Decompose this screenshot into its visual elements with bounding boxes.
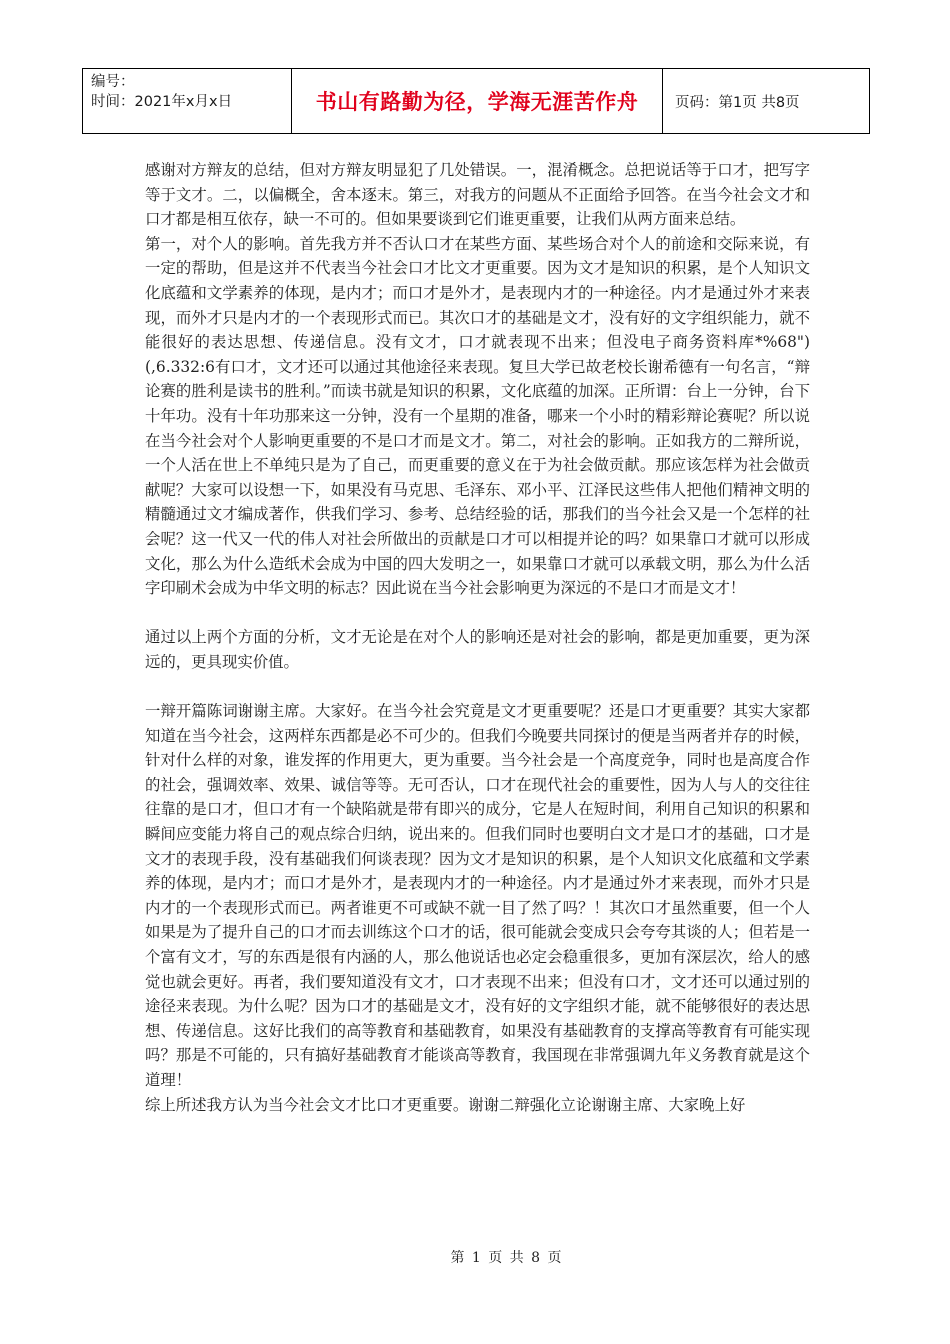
document-number-label: 编号： [91, 74, 135, 90]
header-page-code: 页码：第1页 共8页 [663, 69, 870, 134]
paragraph-1: 感谢对方辩友的总结，但对方辩友明显犯了几处错误。一，混淆概念。总把说话等于口才，把写字等于文才。二，以偏概全，舍本逐末。第三，对我方的问题从不正面给予回答。在当今社会文才和口才都是相互依存，缺一不可的。但如果要谈到它们谁更重要，让我们从两方面来总结。 [145, 161, 810, 229]
document-header [82, 68, 870, 134]
paragraph-5: 综上所述我方认为当今社会文才比口才更重要。谢谢二辩强化立论谢谢主席、大家晚上好 [145, 1095, 746, 1114]
paragraph-3: 通过以上两个方面的分析，文才无论是在对个人的影响还是对社会的影响，都是更加重要，更为深远的，更具现实价值。 [145, 628, 810, 671]
paragraph-4: 一辩开篇陈词谢谢主席。大家好。在当今社会究竟是文才更重要呢？还是口才更重要？其实大家都知道在当今社会，这两样东西都是必不可少的。但我们今晚要共同探讨的便是当两者并存的时候，针对什么样的对象，谁发挥的作用更大，更为重要。当今社会是一个高度竞争，同时也是高度合作的社会，强调效率、效果、诚信等等。无可否认，口才在现代社会的重要性，因为人与人的交往往往靠的是口才，但口才有一个缺陷就是带有即兴的成分，它是人在短时间，利用自己知识的积累和瞬间应变能力将自己的观点综合归纳，说出来的。但我们同时也要明白文才是口才的基础，口才是文才的表现手段，没有基础我们何谈表现？因为文才是知识的积累，是个人知识文化底蕴和文学素养的体现，是内才；而口才是外才，是表现内才的一种途径。内才是通过外才来表现，而外才只是内才的一个表现形式而已。两者谁更不可或缺不就一目了然了吗？！其次口才虽然重要，但一个人如果是为了提升自己的口才而去训练这个口才的话，很可能就会变成只会夸夸其谈的人；但若是一个富有文才，写的东西是很有内涵的人，那么他说话也必定会稳重很多，更加有深层次，给人的感觉也就会更好。再者，我们要知道没有文才，口才表现不出来；但没有口才，文才还可以通过别的途径来表现。为什么呢？因为口才的基础是文才，没有好的文字组织才能，就不能够很好的表达思想、传递信息。这好比我们的高等教育和基础教育，如果没有基础教育的支撑高等教育有可能实现吗？那是不可能的，只有搞好基础教育才能谈高等教育，我国现在非常强调九年义务教育就是这个道理！ [145, 702, 810, 1089]
document-body [145, 158, 810, 1117]
paragraph-2: 第一，对个人的影响。首先我方并不否认口才在某些方面、某些场合对个人的前途和交际来说，有一定的帮助，但是这并不代表当今社会口才比文才更重要。因为文才是知识的积累，是个人知识文化底蕴和文学素养的体现，是内才；而口才是外才，是表现内才的一种途径。内才是通过外才来表现，而外才只是内才的一个表现形式而已。其次口才的基础是文才，没有好的文字组织能力，就不能很好的表达思想、传递信息。没有文才，口才就表现不出来；但没电子商务资料库*%68")(,6.332:6有口才，文才还可以通过其他途径来表现。复旦大学已故老校长谢希德有一句名言，“辩论赛的胜利是读书的胜利。”而读书就是知识的积累，文化底蕴的加深。正所谓：台上一分钟，台下十年功。没有十年功那来这一分钟，没有一个星期的准备，哪来一个小时的精彩辩论赛呢？所以说在当今社会对个人影响更重要的不是口才而是文才。第二，对社会的影响。正如我方的二辩所说，一个人活在世上不单纯只是为了自己，而更重要的意义在于为社会做贡献。那应该怎样为社会做贡献呢？大家可以设想一下，如果没有马克思、毛泽东、邓小平、江泽民这些伟人把他们精神文明的精髓通过文才编成著作，供我们学习、参考、总结经验的话，那我们的当今社会又是一个怎样的社会呢？这一代又一代的伟人对社会所做出的贡献是口才可以相提并论的吗？如果靠口才就可以形成文化，那么为什么造纸术会成为中国的四大发明之一，如果靠口才就可以承载文明，那么为什么活字印刷术会成为中华文明的标志？因此说在当今社会影响更为深远的不是口才而是文才！ [145, 234, 810, 598]
document-date-label: 时间：2021年x月x日 [91, 94, 233, 110]
page-footer: 第 1 页 共 8 页 [450, 1250, 562, 1266]
header-motto: 书山有路勤为径，学海无涯苦作舟 [292, 69, 663, 134]
header-meta-cell [83, 69, 292, 134]
